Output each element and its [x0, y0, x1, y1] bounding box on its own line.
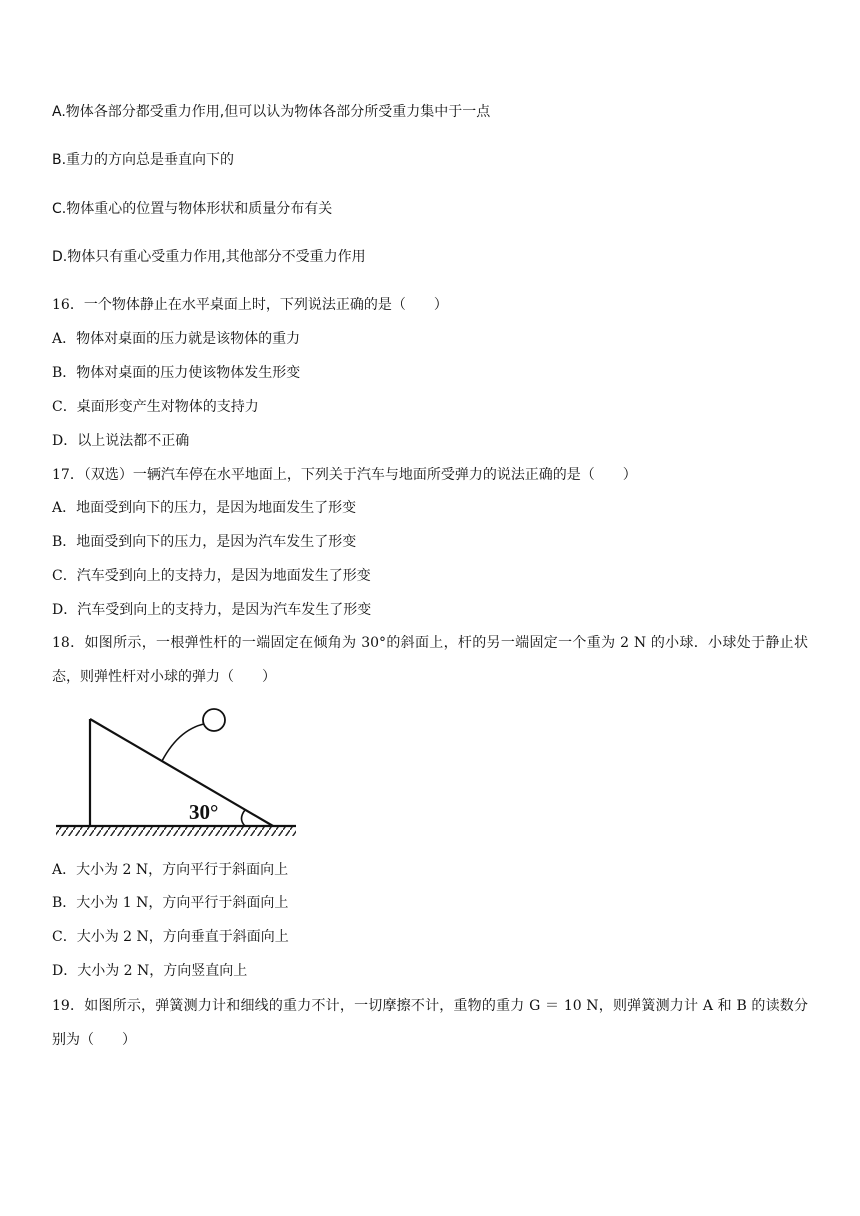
q18-option-d: D．大小为 2 N，方向竖直向上: [52, 963, 248, 979]
q17-option-c: C．汽车受到向上的支持力，是因为地面发生了形变: [52, 568, 371, 584]
q17-stem: 17．（双选）一辆汽车停在水平地面上，下列关于汽车与地面所受弹力的说法正确的是（ ）: [52, 467, 637, 483]
q18-option-b: B．大小为 1 N，方向平行于斜面向上: [52, 895, 289, 911]
q16-option-a: A．物体对桌面的压力就是该物体的重力: [52, 331, 301, 347]
q15-option-a: A.物体各部分都受重力作用,但可以认为物体各部分所受重力集中于一点: [52, 104, 491, 120]
q17-option-d: D．汽车受到向上的支持力，是因为汽车发生了形变: [52, 602, 372, 618]
angle-label: 30°: [189, 800, 219, 824]
q18-option-a: A．大小为 2 N，方向平行于斜面向上: [52, 862, 289, 878]
q16-option-b: B．物体对桌面的压力使该物体发生形变: [52, 365, 301, 381]
q19-stem: 19．如图所示，弹簧测力计和细线的重力不计，一切摩擦不计，重物的重力 G ＝ 10 N，则弹簧测力计 A 和 B 的读数分别为（ ）: [52, 998, 808, 1048]
q17-option-b: B．地面受到向下的压力，是因为汽车发生了形变: [52, 534, 357, 550]
q15-option-b: B.重力的方向总是垂直向下的: [52, 152, 235, 168]
q18-stem: 18．如图所示，一根弹性杆的一端固定在倾角为 30°的斜面上，杆的另一端固定一个重为 2 N 的小球．小球处于静止状态，则弹性杆对小球的弹力（ ）: [52, 635, 808, 685]
q16-option-d: D．以上说法都不正确: [52, 433, 190, 449]
elastic-rod: [162, 723, 209, 761]
q16-option-c: C．桌面形变产生对物体的支持力: [52, 399, 259, 415]
incline-figure: [52, 700, 302, 840]
q15-option-c: C.物体重心的位置与物体形状和质量分布有关: [52, 201, 333, 217]
ground-hatching: [56, 827, 296, 836]
q18-option-c: C．大小为 2 N，方向垂直于斜面向上: [52, 929, 289, 945]
angle-arc: [242, 810, 246, 826]
ball: [203, 709, 225, 731]
q17-option-a: A．地面受到向下的压力，是因为地面发生了形变: [52, 500, 357, 516]
q15-option-d: D.物体只有重心受重力作用,其他部分不受重力作用: [52, 249, 366, 265]
q16-stem: 16．一个物体静止在水平桌面上时，下列说法正确的是（ ）: [52, 297, 448, 313]
